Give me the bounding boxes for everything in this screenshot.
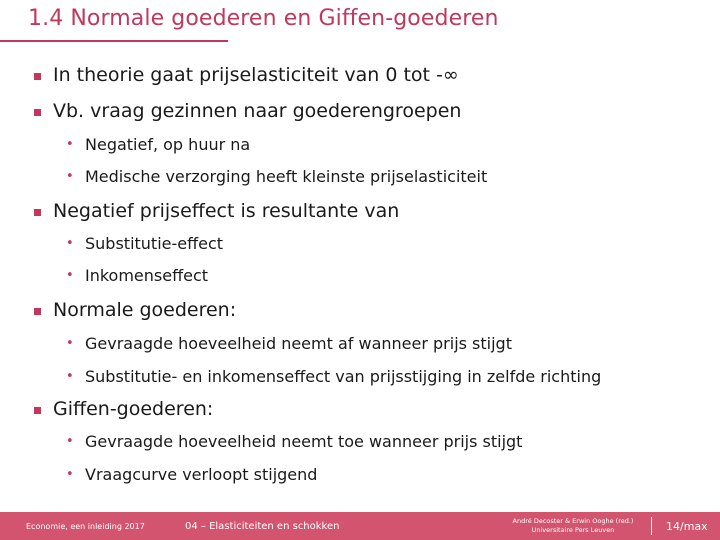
- sub-bullet-text: Substitutie-effect: [85, 234, 224, 253]
- sub-bullet-text: Gevraagde hoeveelheid neemt af wanneer prijs stijgt: [85, 334, 512, 353]
- footer-book-title: Economie, een inleiding 2017: [26, 521, 145, 531]
- dot-bullet-icon: •: [66, 467, 74, 482]
- bullet-text: Negatief prijseffect is resultante van: [53, 200, 400, 222]
- sub-bullet-text: Gevraagde hoeveelheid neemt toe wanneer prijs stijgt: [85, 432, 523, 451]
- dot-bullet-icon: •: [66, 169, 74, 184]
- sub-bullet-text: Inkomenseffect: [85, 266, 209, 285]
- bullet-text: Giffen-goederen:: [53, 398, 214, 420]
- dot-bullet-icon: •: [66, 434, 74, 449]
- sub-bullet-text: Substitutie- en inkomenseffect van prijsstijging in zelfde richting: [85, 367, 602, 386]
- footer-publisher-line: Universitaire Pers Leuven: [531, 526, 615, 534]
- footer-authors-line: André Decoster & Erwin Ooghe (red.): [512, 517, 634, 525]
- dot-bullet-icon: •: [66, 236, 74, 251]
- dot-bullet-icon: •: [66, 336, 74, 351]
- square-bullet-icon: [34, 209, 41, 216]
- square-bullet-icon: [34, 308, 41, 315]
- dot-bullet-icon: •: [66, 137, 74, 152]
- square-bullet-icon: [34, 407, 41, 414]
- sub-bullet-text: Vraagcurve verloopt stijgend: [85, 465, 318, 484]
- page-number: 14/max: [666, 519, 708, 533]
- footer-authors: [508, 512, 638, 540]
- sub-bullet-text: Negatief, op huur na: [85, 135, 251, 154]
- footer-divider: [651, 517, 652, 535]
- title-underline: [0, 40, 228, 42]
- bullet-text: Vb. vraag gezinnen naar goederengroepen: [53, 100, 462, 122]
- slide-footer: [0, 512, 720, 540]
- slide-title: 1.4 Normale goederen en Giffen-goederen: [28, 6, 499, 31]
- bullet-text: In theorie gaat prijselasticiteit van 0 tot -∞: [53, 64, 459, 86]
- square-bullet-icon: [34, 73, 41, 80]
- footer-chapter: 04 – Elasticiteiten en schokken: [185, 520, 340, 532]
- square-bullet-icon: [34, 109, 41, 116]
- dot-bullet-icon: •: [66, 369, 74, 384]
- dot-bullet-icon: •: [66, 268, 74, 283]
- bullet-text: Normale goederen:: [53, 299, 237, 321]
- sub-bullet-text: Medische verzorging heeft kleinste prijselasticiteit: [85, 167, 488, 186]
